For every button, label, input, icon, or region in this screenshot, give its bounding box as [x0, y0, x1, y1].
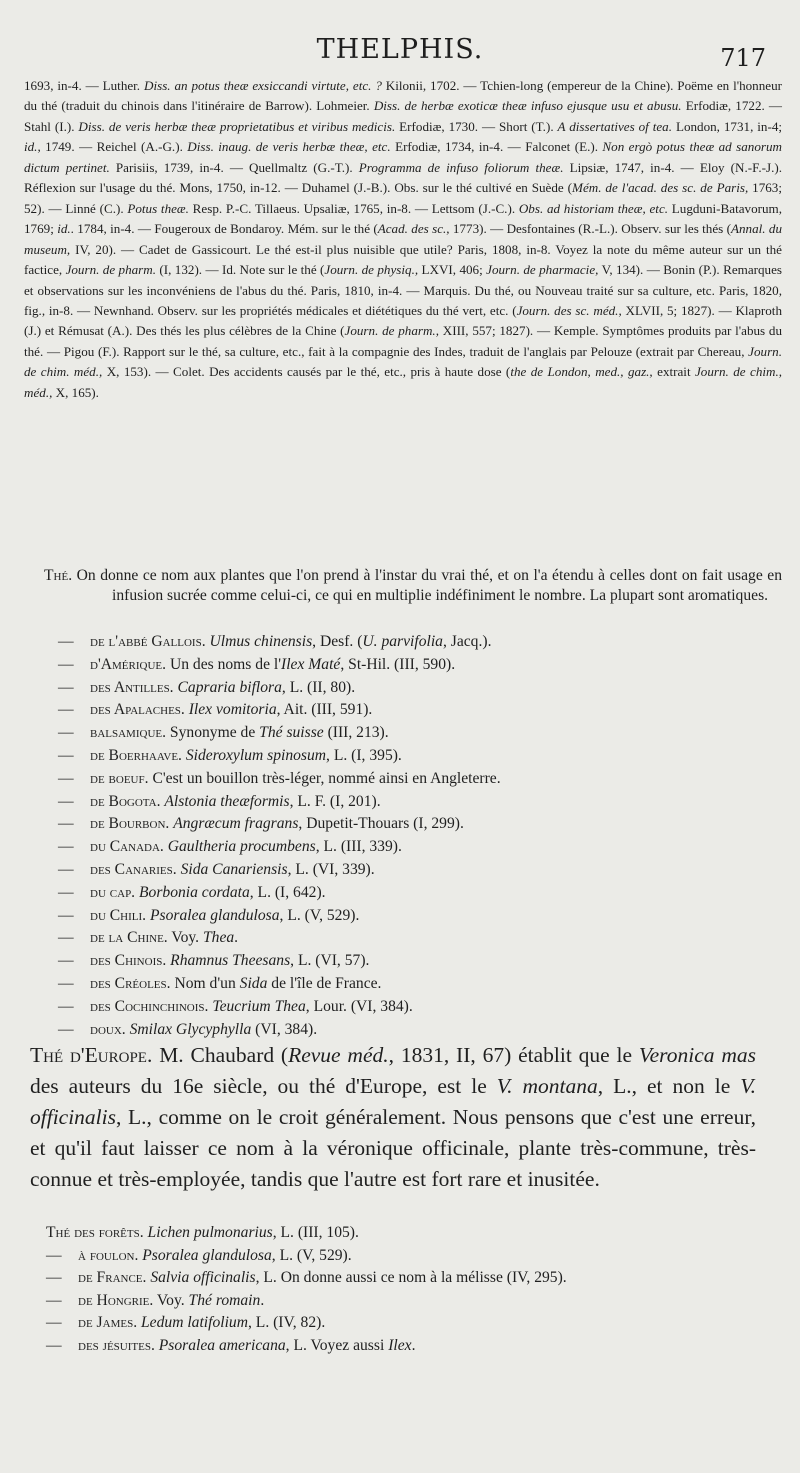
bibliography-segment: Programma de infuso foliorum theæ.: [358, 159, 564, 175]
entry-text: (III, 213).: [323, 724, 389, 742]
entry-plant-name: Rhamnus Theesans: [170, 952, 291, 970]
entry-plant-name: Gaultheria procumbens: [167, 838, 316, 856]
sub-entry-row: [58, 859, 788, 882]
bibliography-segment: IV, 20). — Cadet de Gassicourt. Le thé est-il plus nuisible que utile? Paris, 1808, in-8. Voyez la note du même auteur sur un thé factice,: [24, 241, 782, 278]
bibliography-segment: (I, 132). — Id. Note sur le thé (: [156, 262, 325, 278]
entry-qualifier: de Boerhaave.: [90, 746, 182, 764]
bibliography-segment: id.: [57, 221, 71, 237]
entry-text: , Lour. (VI, 384).: [305, 997, 413, 1015]
bibliography-segment: Diss. inaug. de veris herbæ theæ, etc.: [187, 139, 391, 155]
the-entry: [44, 566, 782, 607]
entry-dash: —: [58, 997, 74, 1015]
entry-qualifier: des jésuites.: [78, 1336, 155, 1354]
bibliography-segment: 1763; 52). — Linné (C.).: [24, 180, 782, 216]
bibliography-segment: Resp. P.-C. Tillaeus. Upsaliæ, 1765, in-8. — Lettsom (J.-C.).: [188, 200, 519, 216]
entry-text: Voy.: [156, 1291, 189, 1309]
bibliography-segment: XLVII, 5; 1827). — Klaproth (J.) et Rémusat (A.). Des thés les plus célèbres de la Chine (: [24, 302, 782, 339]
entry-plant-name: Ilex vomitoria: [188, 701, 277, 719]
europe-entry: [30, 1040, 756, 1195]
entry-text: , Jacq.).: [442, 633, 492, 650]
bibliography-segment: Journ. de chim. méd.,: [24, 343, 782, 380]
entry-dash: —: [58, 746, 74, 764]
bibliography-segment: V, 134). — Bonin (P.). Remarques et observations sur les inconvéniens de l'abus du thé. Paris, 1810, in-4. — Marquis. Du thé, ou Nouveau traité sur sa culture, etc. Paris, 1820, fig., in-8. — Newnhand. Observ. sur les propriétés médicales et diététiques du thé vert, etc. (: [24, 262, 782, 318]
entry-qualifier: doux.: [90, 1020, 126, 1038]
bibliography-segment: Erfodiæ, 1734, in-4. — Falconet (E.).: [390, 139, 603, 155]
entry-dash: —: [58, 792, 74, 810]
europe-entry-segment: , L., et non le: [597, 1074, 741, 1098]
bibliography-segment: Kilonii, 1702. — Tchien-long (empereur de la Chine). Poëme en l'honneur du thé (traduit du chinois dans l'itinéraire de Barrow). Lohmeier.: [24, 78, 782, 114]
bibliography-segment: Erfodiæ, 1730. — Short (T.).: [395, 118, 558, 134]
entry-text: Nom d'un: [174, 974, 240, 992]
bibliography-segment: 1693, in-4. — Luther.: [24, 78, 144, 93]
entry-qualifier: de France.: [78, 1269, 147, 1286]
sub-entry-row: [58, 699, 788, 722]
bibliography-segment: extrait: [652, 364, 695, 380]
entry-text: , Dupetit-Thouars (I, 299).: [298, 815, 464, 833]
bibliography-segment: Journ. de pharm.: [65, 262, 157, 278]
entry-plant-name: Ledum latifolium: [141, 1314, 248, 1331]
sub-entry-row: [46, 1245, 786, 1268]
bibliography-segment: id.,: [24, 139, 41, 155]
sub-entry-row: [58, 791, 788, 814]
europe-entry-segment: M. Chaubard (: [152, 1043, 289, 1067]
entry-text: , L. F. (I, 201).: [289, 792, 381, 810]
europe-entry-segment: Revue méd.: [288, 1043, 389, 1067]
sub-entry-row: [46, 1335, 786, 1358]
entry-text: (VI, 384).: [251, 1020, 318, 1038]
entry-text: , L. (V, 529).: [279, 906, 360, 924]
entry-qualifier: du Chili.: [90, 906, 147, 924]
bibliography-segment: Acad. des sc.,: [377, 221, 450, 237]
sub-entry-list: [58, 631, 788, 1041]
entry-qualifier: de Hongrie.: [78, 1291, 154, 1309]
bibliography-segment: . 1784, in-4. — Fougeroux de Bondaroy. Mém. sur le thé (: [70, 221, 378, 237]
sub-entry-row: [58, 1019, 788, 1042]
sub-entry-list-2: [46, 1222, 786, 1357]
sub-entry-row: [46, 1222, 786, 1245]
bibliography-segment: Journ. des sc. méd.,: [516, 302, 622, 318]
sub-entry-row: [46, 1312, 786, 1335]
entry-dash: —: [46, 1291, 62, 1309]
bibliography-segment: Journ. de physiq.,: [324, 262, 419, 278]
sub-entry-row: [58, 722, 788, 745]
sub-entry-row: [58, 882, 788, 905]
entry-plant-name: Ilex Maté: [281, 655, 341, 673]
entry-text: , L. On donne aussi ce nom à la mélisse (IV, 295).: [255, 1269, 567, 1286]
running-title: THELPHIS.: [316, 34, 484, 65]
europe-entry-segment: V. montana: [496, 1074, 598, 1098]
entry-text: , L. (III, 339).: [315, 838, 402, 856]
entry-qualifier: d'Amérique.: [90, 655, 167, 673]
entry-plant-name: Ulmus chinensis: [209, 633, 313, 650]
entry-dash: —: [46, 1336, 62, 1354]
entry-qualifier: des Canaries.: [90, 860, 177, 878]
entry-qualifier: du Canada.: [90, 838, 164, 856]
entry-qualifier: de boeuf.: [90, 769, 149, 787]
sub-entry-row: [58, 813, 788, 836]
entry-plant-name: Thea: [202, 929, 235, 947]
entry-dash: —: [46, 1246, 62, 1264]
entry-dash: —: [58, 1020, 74, 1038]
page-header: [0, 34, 800, 74]
entry-qualifier: balsamique.: [90, 724, 167, 742]
bibliography-segment: Parisiis, 1739, in-4. — Quellmaltz (G.-T.).: [109, 159, 359, 175]
entry-dash: —: [58, 769, 74, 787]
entry-text: Synonyme de: [169, 724, 260, 742]
bibliography-segment: the de London, med., gaz.,: [510, 364, 653, 380]
entry-qualifier: de l'abbé Gallois.: [90, 633, 206, 650]
entry-plant-name: Sida Canariensis: [180, 860, 288, 878]
entry-text: , Desf. (: [312, 633, 363, 650]
entry-text: .: [260, 1291, 265, 1309]
entry-text: , L. (III, 105).: [272, 1224, 359, 1241]
entry-dash: —: [58, 974, 74, 992]
entry-plant-name: Alstonia theæformis: [164, 792, 290, 810]
entry-plant-name: Sideroxylum spinosum: [185, 746, 327, 764]
entry-plant-name: Borbonia cordata: [139, 883, 250, 901]
bibliography-segment: X, 165).: [52, 384, 99, 400]
entry-text: , L. (V, 529).: [271, 1246, 352, 1264]
sub-entry-row: [58, 677, 788, 700]
sub-entry-row: [58, 950, 788, 973]
bibliography-segment: X, 153). — Colet. Des accidents causés par le thé, etc., pris à haute dose (: [102, 364, 511, 380]
entry-dash: —: [58, 633, 74, 650]
entry-dash: —: [58, 952, 74, 970]
entry-plant-name: Psoralea glandulosa: [149, 906, 280, 924]
entry-plant-name: Teucrium Thea: [212, 997, 306, 1015]
entry-plant-name: Lichen pulmonarius: [147, 1224, 273, 1241]
entry-qualifier: des Cochinchinois.: [90, 997, 209, 1015]
sub-entry-row: [58, 745, 788, 768]
entry-qualifier: Thé des forêts.: [46, 1224, 144, 1241]
entry-plant-name: Smilax Glycyphylla: [129, 1020, 252, 1038]
entry-text: , L. Voyez aussi: [285, 1336, 389, 1354]
the-definition: On donne ce nom aux plantes que l'on prend à l'instar du vrai thé, et on l'a étendu à celles dont on fait usage en infusion sucrée comme celui-ci, ce qui en multiplie indéfiniment le nombre. La plupart sont aromatiques.: [76, 567, 782, 605]
entry-plant-name: Thé suisse: [259, 724, 324, 742]
europe-entry-segment: , L., comme on le croit généralement. Nous pensons que c'est une erreur, et qu'il faut laisser ce nom à la véronique officinale, plante très-commune, très-connue et très-employée, tandis que l'autre est fort rare et inusitée.: [30, 1105, 756, 1191]
sub-entry-row: [58, 996, 788, 1019]
entry-qualifier: de la Chine.: [90, 929, 168, 947]
bibliography-segment: Journ. de pharm.,: [344, 323, 439, 339]
entry-text: , L. (II, 80).: [281, 678, 356, 696]
entry-text: , St-Hil. (III, 590).: [340, 655, 456, 673]
entry-qualifier: des Chinois.: [90, 952, 167, 970]
bibliography-segment: A dissertatives of tea.: [557, 118, 673, 134]
entry-dash: —: [46, 1269, 62, 1286]
bibliography-segment: LXVI, 406;: [418, 262, 487, 278]
entry-dash: —: [46, 1314, 62, 1331]
entry-text: .: [234, 929, 239, 947]
bibliography-segment: Journ. de chim., méd.,: [24, 364, 783, 400]
the-lemma: Thé.: [44, 567, 73, 584]
entry-dash: —: [58, 815, 74, 833]
sub-entry-row: [46, 1290, 786, 1313]
entry-dash: —: [58, 838, 74, 856]
entry-plant-name: Sida: [239, 974, 268, 992]
entry-text: C'est un bouillon très-léger, nommé ainsi en Angleterre.: [152, 769, 501, 787]
entry-text: .: [411, 1336, 416, 1354]
bibliography-paragraph: [24, 76, 782, 403]
entry-qualifier: de Bourbon.: [90, 815, 170, 833]
bibliography-segment: 1773). — Desfontaines (R.-L.). Observ. sur les thés (: [449, 221, 731, 237]
entry-qualifier: des Créoles.: [90, 974, 171, 992]
sub-entry-row: [58, 927, 788, 950]
entry-text: , Ait. (III, 591).: [276, 701, 373, 719]
entry-dash: —: [58, 701, 74, 719]
page-number: 717: [720, 44, 766, 72]
bibliography-segment: Journ. de pharmacie,: [486, 262, 599, 278]
entry-text: Un des noms de l': [169, 655, 282, 673]
entry-plant-name: Thé romain: [188, 1291, 261, 1309]
entry-qualifier: de James.: [78, 1314, 138, 1331]
entry-dash: —: [58, 724, 74, 742]
the-entry-text-block: [44, 566, 782, 607]
entry-dash: —: [58, 883, 74, 901]
sub-entry-row: [46, 1267, 786, 1290]
entry-plant-name: Angræcum fragrans: [173, 815, 299, 833]
entry-text: , L. (I, 395).: [326, 746, 402, 764]
bibliography-segment: Lugduni-Batavorum, 1769;: [24, 200, 782, 237]
bibliography-segment: Lipsiæ, 1747, in-4. — Eloy (N.-F.-J.). Réflexion sur l'usage du thé. Mons, 1750, in-12. — Duhamel (J.-B.). Obs. sur le thé cultivé en Suède (: [24, 159, 782, 196]
sub-entry-row: [58, 973, 788, 996]
bibliography-segment: 1749. — Reichel (A.-G.).: [40, 139, 188, 155]
entry-qualifier: des Antilles.: [90, 678, 174, 696]
europe-entry-segment: des auteurs du 16e siècle, ou thé d'Europe, est le: [30, 1074, 497, 1098]
bibliography-segment: Mém. de l'acad. des sc. de Paris,: [572, 180, 749, 196]
sub-entry-row: [58, 836, 788, 859]
bibliography-segment: XIII, 557; 1827). — Kemple. Symptômes produits par l'abus du thé. — Pigou (F.). Rapport sur le thé, sa culture, etc., fait à la compagnie des Indes, traduit de l'anglais par Pelouze (extrait par Chereau,: [24, 323, 782, 359]
entry-dash: —: [58, 906, 74, 924]
sub-entry-row: [58, 654, 788, 677]
entry-text: , L. (IV, 82).: [248, 1314, 326, 1331]
entry-plant-name: U. parvifolia: [362, 633, 443, 650]
sub-entry-row: [58, 631, 788, 654]
bibliography-segment: Diss. de herbæ exoticæ theæ infuso ejusque usu et abusu.: [373, 98, 682, 114]
entry-dash: —: [58, 655, 74, 673]
entry-dash: —: [58, 678, 74, 696]
entry-plant-name: Salvia officinalis: [150, 1269, 256, 1286]
entry-text: Voy.: [171, 929, 203, 947]
entry-qualifier: du cap.: [90, 883, 136, 901]
bibliography-segment: Non ergò potus theæ ad sanorum dictum pertinet.: [24, 139, 782, 175]
entry-text: , L. (VI, 57).: [290, 952, 370, 970]
entry-text: , L. (I, 642).: [249, 883, 326, 901]
entry-plant-name: Psoralea americana: [158, 1336, 286, 1354]
entry-plant-name: Psoralea glandulosa: [142, 1246, 272, 1264]
europe-entry-segment: V. officinalis: [30, 1074, 756, 1129]
entry-qualifier: à foulon.: [78, 1246, 139, 1264]
europe-lemma: Thé d'Europe.: [30, 1043, 153, 1067]
entry-plant-name: Ilex: [388, 1336, 412, 1354]
entry-dash: —: [58, 929, 74, 947]
entry-plant-name: Capraria biflora: [177, 678, 282, 696]
entry-dash: —: [58, 860, 74, 878]
sub-entry-row: [58, 768, 788, 791]
europe-entry-segment: , 1831, II, 67) établit que le: [388, 1043, 639, 1067]
bibliography-segment: Diss. de veris herbæ theæ proprietatibus et viribus medicis.: [78, 118, 396, 134]
bibliography-segment: Obs. ad historiam theæ, etc.: [518, 200, 669, 216]
entry-qualifier: des Apalaches.: [90, 701, 185, 719]
entry-text: de l'île de France.: [267, 974, 382, 992]
sub-entry-row: [58, 905, 788, 928]
bibliography-segment: Annal. du museum,: [24, 221, 782, 257]
bibliography-segment: Diss. an potus theæ exsiccandi virtute, etc. ?: [144, 78, 382, 93]
entry-qualifier: de Bogota.: [90, 792, 161, 810]
bibliography-segment: Potus theæ.: [127, 200, 189, 216]
bibliography-segment: London, 1731, in-4;: [672, 118, 783, 134]
bibliography-segment: Erfodiæ, 1722. — Stahl (I.).: [24, 98, 782, 134]
europe-entry-segment: Veronica mas: [638, 1043, 756, 1067]
entry-text: , L. (VI, 339).: [287, 860, 375, 878]
